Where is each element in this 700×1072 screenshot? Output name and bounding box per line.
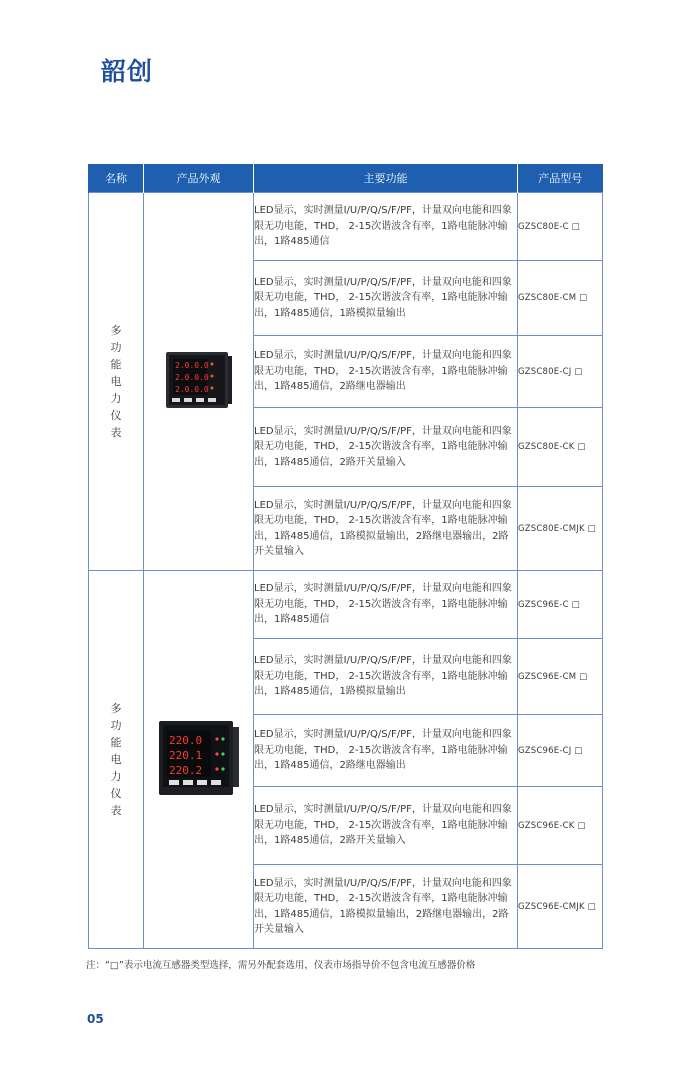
product-image-cell xyxy=(144,571,254,949)
model-cell: GZSC80E-C □ xyxy=(518,193,603,261)
function-cell: LED显示，实时测量I/U/P/Q/S/F/PF，计量双向电能和四象限无功电能，THD， 2-15次谐波含有率，1路电能脉冲输出，1路485通信 xyxy=(254,193,518,261)
product-spec-table xyxy=(88,164,603,949)
footnote: 注：“□”表示电流互感器类型选择，需另外配套选用，仪表市场指导价不包含电流互感器价格 xyxy=(86,960,476,971)
header-name: 名称 xyxy=(89,164,144,193)
header-model: 产品型号 xyxy=(518,164,603,193)
model-cell: GZSC96E-CM □ xyxy=(518,639,603,715)
model-cell: GZSC96E-CMJK □ xyxy=(518,865,603,949)
group-name-label: 多功能电力仪表 xyxy=(110,702,122,817)
function-cell: LED显示，实时测量I/U/P/Q/S/F/PF，计量双向电能和四象限无功电能，THD， 2-15次谐波含有率，1路电能脉冲输出，1路485通信，2路开关量输入 xyxy=(254,408,518,487)
page-number: 05 xyxy=(87,1012,104,1026)
model-cell: GZSC80E-CJ □ xyxy=(518,336,603,408)
meter-96-reading-2: 220.1 xyxy=(168,748,202,762)
meter-80-reading-1: 2.0.0.0 xyxy=(174,360,209,370)
group-name-cell xyxy=(89,193,144,571)
model-cell: GZSC96E-C □ xyxy=(518,571,603,639)
function-cell: LED显示，实时测量I/U/P/Q/S/F/PF，计量双向电能和四象限无功电能，THD， 2-15次谐波含有率，1路电能脉冲输出，1路485通信，2路继电器输出 xyxy=(254,715,518,787)
meter-80-reading-2: 2.0.0.0 xyxy=(174,372,209,382)
model-cell: GZSC80E-CK □ xyxy=(518,408,603,487)
table-row xyxy=(89,193,603,261)
meter-96-reading-3: 220.2 xyxy=(168,763,202,777)
meter-96-reading-1: 220.0 xyxy=(168,733,202,747)
table-row xyxy=(89,571,603,639)
model-cell: GZSC80E-CMJK □ xyxy=(518,487,603,571)
model-cell: GZSC96E-CJ □ xyxy=(518,715,603,787)
header-appearance: 产品外观 xyxy=(144,164,254,193)
group-name-cell xyxy=(89,571,144,949)
function-cell: LED显示，实时测量I/U/P/Q/S/F/PF，计量双向电能和四象限无功电能，THD， 2-15次谐波含有率，1路电能脉冲输出，1路485通信，2路继电器输出 xyxy=(254,336,518,408)
meter-80-image xyxy=(164,346,234,414)
header-function: 主要功能 xyxy=(254,164,518,193)
function-cell: LED显示，实时测量I/U/P/Q/S/F/PF，计量双向电能和四象限无功电能，THD， 2-15次谐波含有率，1路电能脉冲输出，1路485通信，1路模拟量输出 xyxy=(254,261,518,336)
function-cell: LED显示，实时测量I/U/P/Q/S/F/PF，计量双向电能和四象限无功电能，THD， 2-15次谐波含有率，1路电能脉冲输出，1路485通信，2路开关量输入 xyxy=(254,787,518,865)
meter-80-reading-3: 2.0.0.0 xyxy=(174,384,209,394)
model-cell: GZSC96E-CK □ xyxy=(518,787,603,865)
table-header-row xyxy=(89,164,603,193)
function-cell: LED显示，实时测量I/U/P/Q/S/F/PF，计量双向电能和四象限无功电能，THD， 2-15次谐波含有率，1路电能脉冲输出，1路485通信，1路模拟量输出，2路继电器输出，2路开关量输入 xyxy=(254,865,518,949)
function-cell: LED显示，实时测量I/U/P/Q/S/F/PF，计量双向电能和四象限无功电能，THD， 2-15次谐波含有率，1路电能脉冲输出，1路485通信 xyxy=(254,571,518,639)
brand-title: 韶创 xyxy=(101,57,154,86)
meter-96-image xyxy=(157,717,241,799)
model-cell: GZSC80E-CM □ xyxy=(518,261,603,336)
function-cell: LED显示，实时测量I/U/P/Q/S/F/PF，计量双向电能和四象限无功电能，THD， 2-15次谐波含有率，1路电能脉冲输出，1路485通信，1路模拟量输出，2路继电器输出，2路开关量输入 xyxy=(254,487,518,571)
group-name-label: 多功能电力仪表 xyxy=(110,324,122,439)
product-image-cell xyxy=(144,193,254,571)
function-cell: LED显示，实时测量I/U/P/Q/S/F/PF，计量双向电能和四象限无功电能，THD， 2-15次谐波含有率，1路电能脉冲输出，1路485通信，1路模拟量输出 xyxy=(254,639,518,715)
